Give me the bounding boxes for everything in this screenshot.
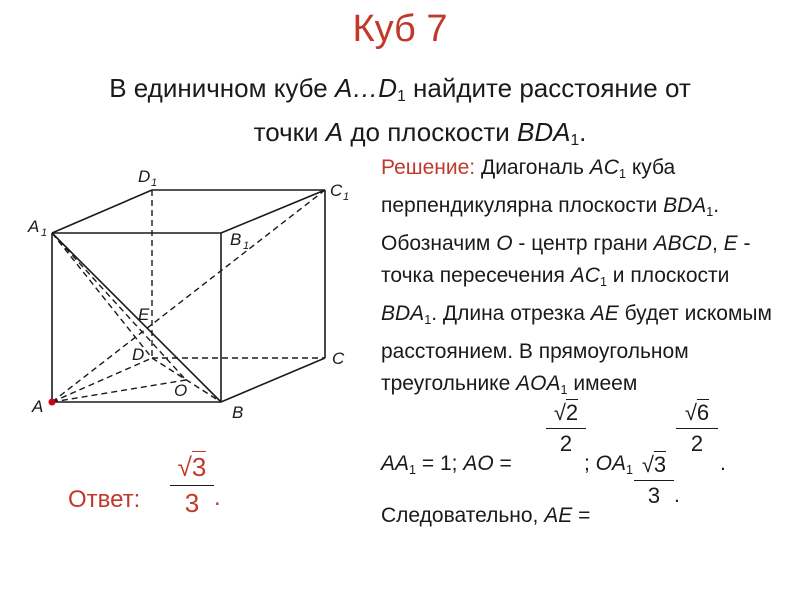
fraction-sqrt3-over-3: [634, 452, 674, 509]
triangle-name: AOA: [516, 372, 561, 395]
sqrt-icon: √: [177, 452, 192, 482]
subscript: 1: [560, 383, 568, 397]
edge-ad: [52, 358, 152, 402]
segment-name: AO: [463, 452, 494, 475]
radicand: 2: [565, 400, 579, 425]
sqrt-numerator: [685, 399, 709, 425]
problem-text: найдите расстояние от: [405, 73, 691, 103]
denominator: 3: [184, 488, 200, 518]
denominator: 2: [690, 431, 704, 456]
conclusion-line: [381, 504, 590, 528]
point-name: A: [325, 117, 344, 147]
solution-fragment: . Длина отрезка: [431, 302, 591, 325]
point-a-marker: [49, 399, 56, 406]
plane-name: BDA: [663, 194, 707, 217]
problem-text: точки: [253, 117, 326, 147]
sqrt-numerator: [554, 399, 578, 425]
label-c1-sub: 1: [343, 191, 350, 203]
subscript: 1: [570, 132, 580, 149]
solution-fragment: будет искомым расстоянием. В прямоугольном треугольнике: [381, 302, 772, 395]
cube-name: A…D: [334, 73, 398, 103]
answer-dot: .: [214, 484, 221, 511]
subscript: 1: [618, 167, 626, 181]
problem-text: .: [579, 117, 587, 147]
solution-fragment: ,: [711, 232, 724, 255]
formula-fragment: ;: [584, 452, 596, 475]
formula-dot: .: [720, 452, 726, 475]
problem-line-1: [40, 70, 760, 115]
plane-name: BDA: [381, 302, 425, 325]
edge-a1b: [52, 233, 221, 402]
fraction-sqrt2-over-2: [546, 400, 586, 457]
solution-fragment: - точка пересечения: [381, 232, 751, 287]
formula-fragment: =: [493, 452, 512, 475]
answer-fraction: [170, 452, 214, 519]
label-d1-sub: 1: [151, 177, 158, 189]
point-name: E: [723, 232, 738, 255]
label-d: D: [132, 345, 145, 364]
segment-ao: [52, 380, 186, 402]
radicand: 3: [191, 452, 207, 482]
subscript: 1: [706, 205, 714, 219]
sqrt-numerator: [178, 451, 207, 482]
point-name: O: [496, 232, 513, 255]
subscript: 1: [409, 463, 417, 477]
formula-fragment: =: [572, 504, 591, 527]
formula-line-1: [381, 452, 512, 477]
segment-name: AE: [590, 302, 619, 325]
face-name: ABCD: [653, 232, 712, 255]
problem-text: до плоскости: [343, 117, 517, 147]
label-c1: C: [330, 181, 343, 200]
cube-figure: [0, 150, 380, 430]
segment-name: AA: [381, 452, 410, 475]
label-a1: A: [28, 217, 40, 236]
segment-name: AE: [544, 504, 573, 527]
fraction-sqrt6-over-2: [676, 400, 718, 457]
fraction-bar: [676, 428, 718, 429]
solution-fragment: Диагональ: [475, 156, 590, 179]
sqrt-icon: √: [684, 400, 697, 425]
edge-b1c1: [221, 190, 325, 233]
label-b1-sub: 1: [243, 240, 250, 252]
label-c: C: [332, 349, 345, 368]
sqrt-icon: √: [641, 452, 654, 477]
solution-fragment: имеем: [567, 372, 638, 395]
label-o: O: [174, 381, 188, 400]
formula-fragment: = 1;: [416, 452, 464, 475]
fraction-bar: [634, 480, 674, 481]
formula-fragment: Следовательно,: [381, 504, 545, 527]
label-b1: B: [230, 230, 242, 249]
answer: [68, 486, 140, 514]
denominator: 3: [647, 483, 661, 508]
edge-bc: [221, 358, 325, 402]
edge-a1d1: [52, 190, 152, 233]
plane-name: BDA: [517, 117, 571, 147]
solution-text: [381, 152, 791, 406]
fraction-bar: [170, 485, 214, 486]
radicand: 6: [696, 400, 710, 425]
solution-fragment: - центр грани: [512, 232, 654, 255]
segment-name: OA: [595, 452, 627, 475]
formula-dot: .: [674, 484, 680, 507]
solution-fragment: куба перпендикулярна плоскости: [381, 156, 676, 217]
sqrt-numerator: [642, 451, 666, 477]
label-a: A: [32, 397, 44, 416]
solution-label: Решение:: [381, 156, 476, 179]
denominator: 2: [559, 431, 573, 456]
label-a1-sub: 1: [41, 227, 48, 239]
label-d1: D: [138, 167, 151, 186]
problem-text: В единичном кубе: [109, 73, 335, 103]
label-b: B: [232, 403, 244, 422]
solution-fragment: . Обозначим: [381, 194, 720, 255]
subscript: 1: [599, 275, 607, 289]
radicand: 3: [653, 452, 667, 477]
fraction-bar: [546, 428, 586, 429]
subscript: 1: [626, 463, 634, 477]
solution-fragment: и плоскости: [606, 264, 730, 287]
segment-name: AC: [570, 264, 600, 287]
segment-name: AC: [589, 156, 619, 179]
label-e: E: [138, 305, 150, 324]
slide-title: Куб 7: [352, 8, 448, 50]
formula-line-1b: [584, 452, 633, 477]
sqrt-icon: √: [553, 400, 566, 425]
answer-label: Ответ:: [68, 486, 141, 513]
subscript: 1: [397, 88, 406, 105]
segment-a1d: [52, 233, 152, 358]
subscript: 1: [424, 313, 432, 327]
